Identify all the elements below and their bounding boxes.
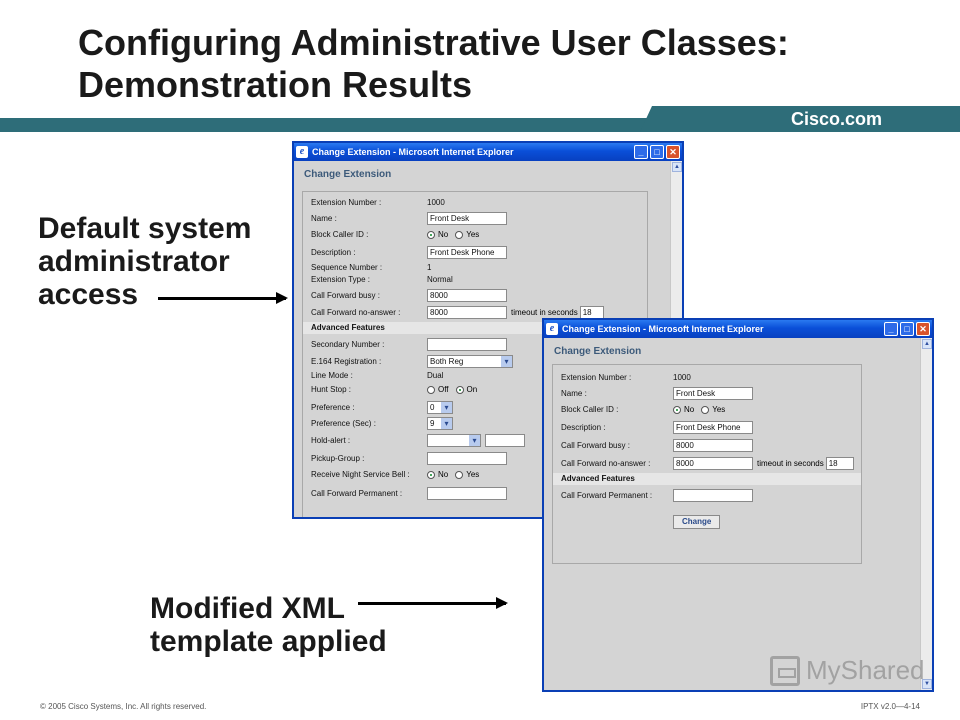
change-button[interactable]: Change [673, 515, 720, 529]
callout-line: access [38, 278, 139, 311]
field-label: Call Forward no-answer : [311, 307, 401, 317]
pickup-group-input[interactable] [427, 452, 507, 465]
radio-off[interactable] [427, 386, 435, 394]
form-row-extension-type [311, 275, 453, 285]
page-heading: Change Extension [304, 169, 392, 180]
form-panel [552, 364, 862, 564]
radio-label: No [438, 470, 449, 479]
timeout-input[interactable]: 18 [826, 457, 854, 470]
maximize-icon[interactable]: □ [900, 322, 914, 336]
form-row-night-bell [311, 470, 486, 480]
extension-number-value: 1000 [427, 198, 445, 207]
field-label: Hunt Stop : [311, 385, 352, 394]
form-row-cf-no-answer [561, 457, 854, 470]
callout-line: template applied [150, 625, 387, 658]
footer-slide-number: IPTX v2.0—4-14 [860, 702, 920, 711]
field-label: E.164 Registration : [311, 356, 382, 366]
field-label: Call Forward busy : [561, 440, 630, 450]
timeout-input[interactable]: 18 [580, 306, 604, 319]
description-input[interactable]: Front Desk Phone [673, 421, 753, 434]
window-title: Change Extension - Microsoft Internet Explorer [562, 324, 764, 334]
field-label: Hold-alert : [311, 435, 351, 445]
cf-busy-input[interactable]: 8000 [673, 439, 753, 452]
radio-label: Off [438, 385, 449, 394]
form-row-description [561, 421, 753, 434]
form-row-name [311, 212, 507, 225]
arrow-to-modified-window [358, 602, 506, 605]
footer-copyright: © 2005 Cisco Systems, Inc. All rights reserved. [40, 702, 207, 711]
field-label: Block Caller ID : [311, 230, 369, 239]
window-titlebar[interactable] [544, 320, 932, 338]
radio-label: Yes [466, 230, 480, 239]
field-label: Call Forward busy : [311, 290, 380, 300]
callout-line: administrator [38, 245, 230, 278]
ie-icon: e [296, 146, 308, 158]
field-label: Receive Night Service Bell : [311, 470, 410, 479]
field-label: Secondary Number : [311, 339, 385, 349]
window-content [544, 338, 932, 690]
form-row-extension-number [561, 373, 691, 383]
form-row-line-mode [311, 371, 443, 381]
form-row-cf-busy [311, 289, 507, 302]
arrow-to-default-window [158, 297, 286, 300]
ie-window-modified [542, 318, 934, 692]
slide-title-line-1: Configuring Administrative User Classes: [78, 22, 789, 63]
hold-alert-input[interactable] [485, 434, 525, 447]
form-row-secondary-number [311, 338, 507, 351]
radio-label: Yes [712, 405, 726, 414]
cf-no-answer-input[interactable]: 8000 [673, 457, 753, 470]
form-row-cf-permanent [561, 489, 753, 502]
window-title: Change Extension - Microsoft Internet Explorer [312, 147, 514, 157]
field-label: Sequence Number : [311, 263, 383, 272]
slide-title-line-2: Demonstration Results [78, 64, 473, 105]
line-mode-value: Dual [427, 371, 444, 380]
field-label: Block Caller ID : [561, 405, 619, 414]
form-row-description [311, 246, 507, 259]
scroll-up-icon[interactable]: ▲ [922, 339, 932, 349]
radio-yes[interactable] [455, 471, 463, 479]
extension-type-value: Normal [427, 275, 453, 284]
brand-bar [0, 118, 650, 132]
secondary-number-input[interactable] [427, 338, 507, 351]
sequence-number-value: 1 [427, 263, 432, 272]
preference-select[interactable]: 0 ▾ [427, 401, 453, 414]
field-label: Name : [561, 388, 587, 398]
form-row-pickup-group [311, 452, 507, 465]
form-row-name [561, 387, 753, 400]
scroll-up-icon[interactable]: ▲ [672, 162, 682, 172]
radio-no[interactable] [427, 471, 435, 479]
radio-yes[interactable] [455, 231, 463, 239]
preference-sec-select[interactable]: 9 ▾ [427, 417, 453, 430]
close-icon[interactable]: ✕ [916, 322, 930, 336]
close-icon[interactable]: ✕ [666, 145, 680, 159]
watermark [770, 655, 925, 686]
watermark-icon [770, 656, 800, 686]
radio-label: No [684, 405, 695, 414]
vertical-scrollbar[interactable] [920, 338, 932, 690]
form-row-sequence-number [311, 263, 431, 273]
scroll-down-icon[interactable]: ▼ [922, 679, 932, 689]
slide-title [78, 22, 938, 106]
form-row-cf-permanent [311, 487, 507, 500]
brand-label: Cisco.com [790, 109, 882, 129]
window-titlebar[interactable] [294, 143, 682, 161]
radio-on[interactable] [456, 386, 464, 394]
field-label: Pickup-Group : [311, 453, 365, 463]
e164-select[interactable]: Both Reg ▾ [427, 355, 513, 368]
minimize-icon[interactable]: _ [634, 145, 648, 159]
form-row-preference-sec [311, 417, 453, 430]
field-label: Extension Number : [561, 373, 632, 382]
form-row-block-caller-id [561, 405, 732, 415]
section-advanced-features: Advanced Features [553, 473, 861, 485]
minimize-icon[interactable]: _ [884, 322, 898, 336]
field-label: Line Mode : [311, 371, 353, 380]
description-input[interactable]: Front Desk Phone [427, 246, 507, 259]
form-row-hunt-stop [311, 385, 484, 395]
cf-permanent-input[interactable] [673, 489, 753, 502]
field-label: Description : [311, 247, 356, 257]
form-row-preference [311, 401, 453, 414]
radio-label: No [438, 230, 449, 239]
form-row-e164 [311, 355, 513, 368]
field-label: Preference : [311, 402, 355, 412]
maximize-icon[interactable]: □ [650, 145, 664, 159]
radio-no[interactable] [673, 406, 681, 414]
section-advanced-features: Advanced Features [303, 322, 647, 334]
form-row-block-caller-id [311, 230, 486, 240]
form-row-extension-number [311, 198, 445, 208]
radio-label: On [466, 385, 478, 394]
callout-line: Default system [38, 212, 252, 245]
radio-no[interactable] [427, 231, 435, 239]
form-row-cf-busy [561, 439, 753, 452]
field-label: Call Forward Permanent : [311, 488, 403, 498]
field-label: Call Forward Permanent : [561, 490, 653, 500]
callout-line: Modified XML [150, 592, 345, 625]
form-row-hold-alert [311, 434, 525, 447]
field-label: Preference (Sec) : [311, 418, 376, 428]
page-heading: Change Extension [554, 346, 642, 357]
field-label: Description : [561, 422, 606, 432]
cf-busy-input[interactable]: 8000 [427, 289, 507, 302]
cf-no-answer-input[interactable]: 8000 [427, 306, 507, 319]
watermark-text: MyShared [806, 655, 925, 685]
timeout-label: timeout in seconds [511, 307, 578, 317]
cf-permanent-input[interactable] [427, 487, 507, 500]
name-input[interactable]: Front Desk [427, 212, 507, 225]
extension-number-value: 1000 [673, 373, 691, 382]
name-input[interactable]: Front Desk [673, 387, 753, 400]
radio-label: Yes [466, 470, 480, 479]
radio-yes[interactable] [701, 406, 709, 414]
field-label: Call Forward no-answer : [561, 458, 651, 468]
field-label: Name : [311, 213, 337, 223]
callout-modified-template [150, 592, 387, 658]
ie-icon: e [546, 323, 558, 335]
timeout-label: timeout in seconds [757, 458, 824, 468]
field-label: Extension Number : [311, 198, 382, 207]
hold-alert-select[interactable] [427, 434, 481, 447]
field-label: Extension Type : [311, 275, 370, 284]
